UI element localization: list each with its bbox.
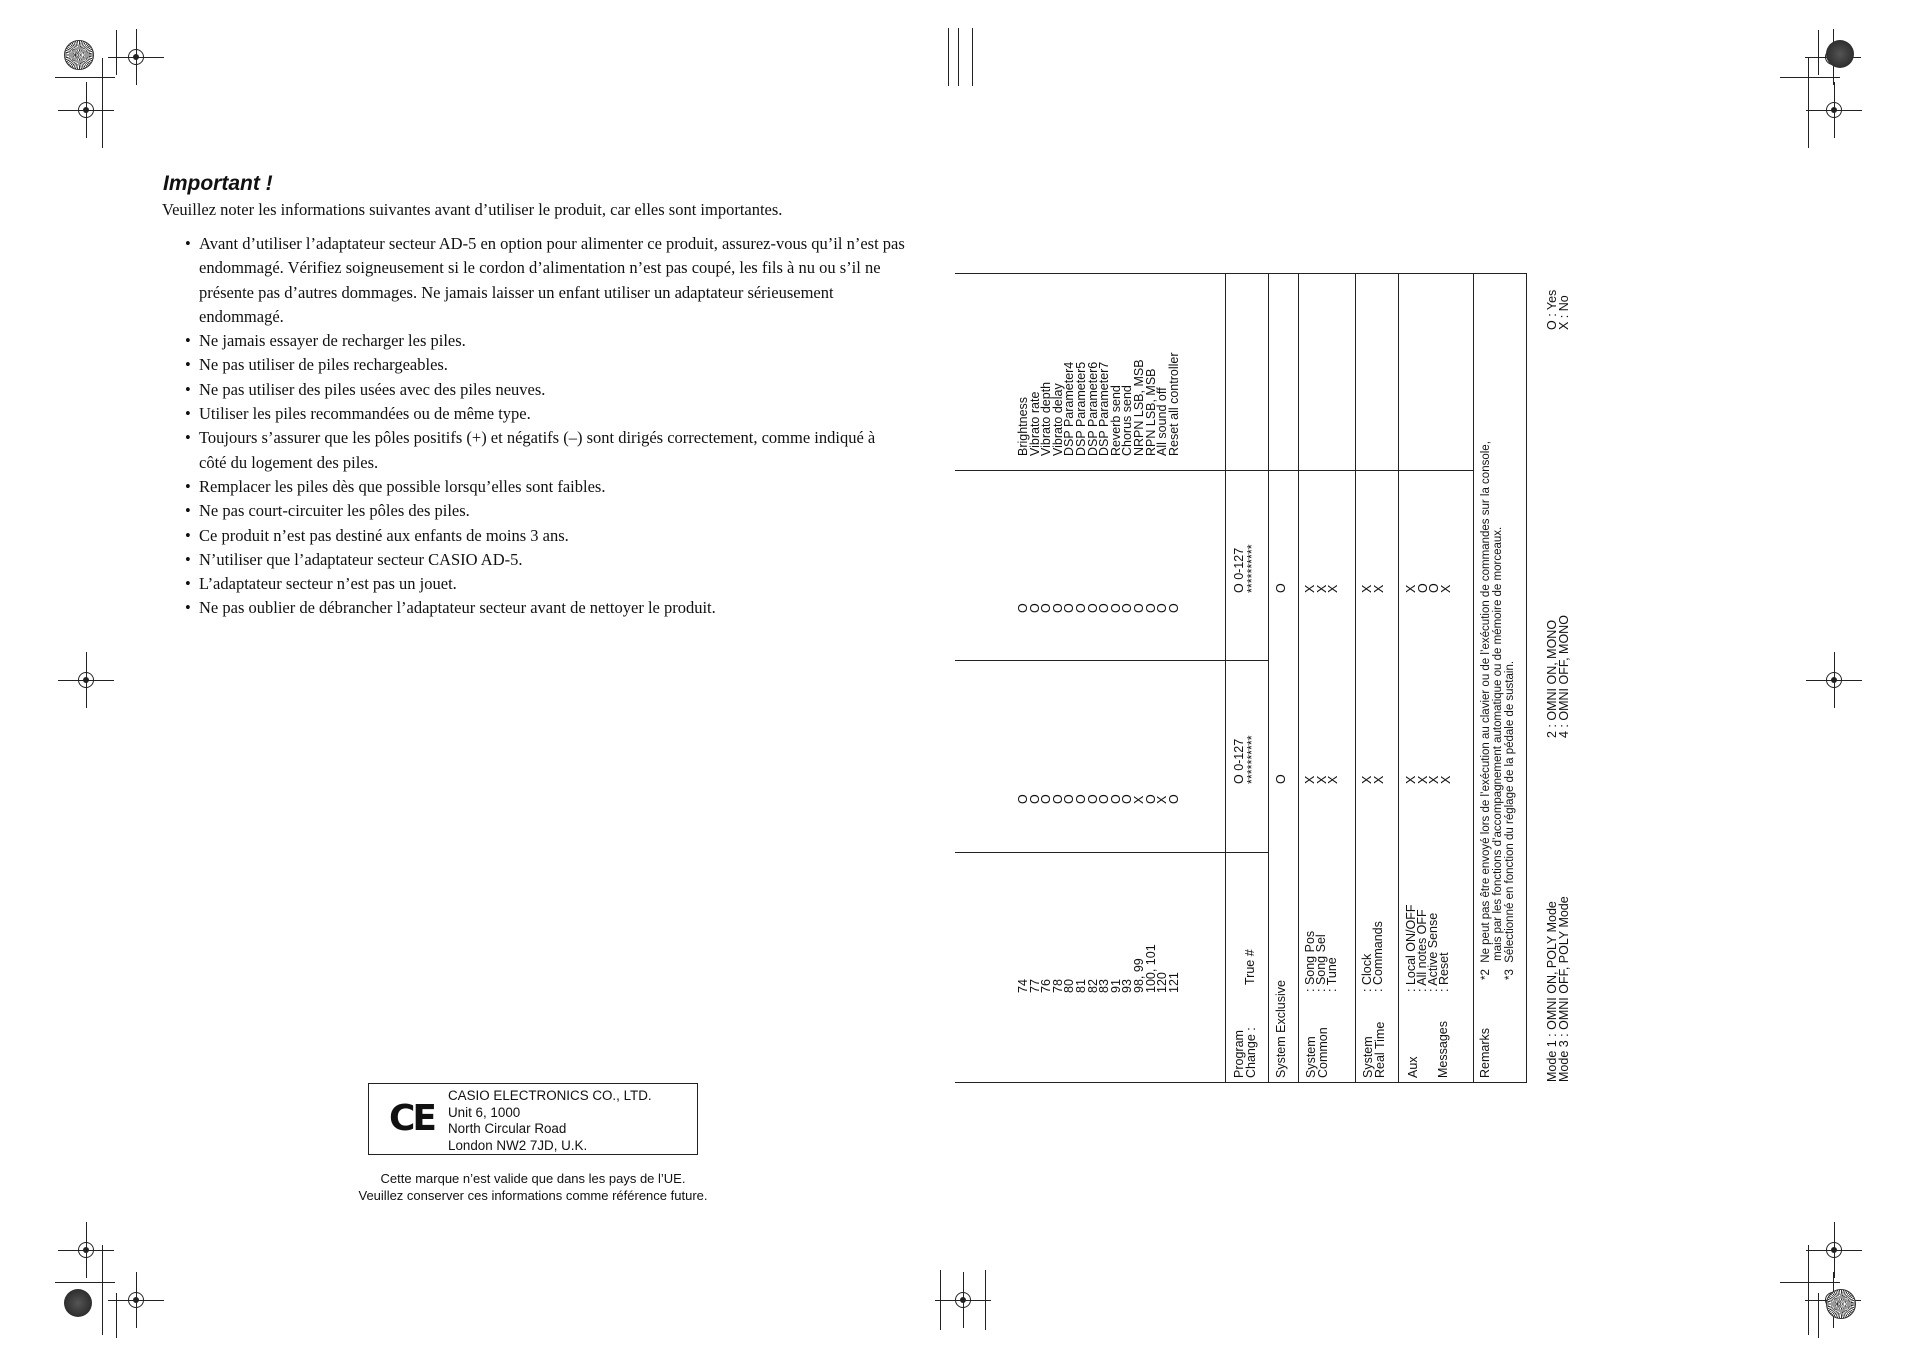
chart-column-rule — [1226, 660, 1268, 661]
remarks-footnotes: *2 Ne peut pas être envoyé lors de l’exécution au clavier ou de l’exécution de commandes sur la console, mais par les fonctions d’accompagnement automatique ou de mémoire de morceaux. *3 Sélectionné en fonction du réglage de la pédale de sustain. — [1480, 441, 1516, 980]
chart-column-rule — [1226, 852, 1268, 853]
program-change-label: Program Change : — [1232, 1027, 1258, 1078]
ce-validity-note — [308, 1170, 758, 1204]
registration-dot — [133, 54, 139, 60]
bullet-dot: • — [185, 476, 191, 496]
bullet-text: Utiliser les piles recommandées ou de même type. — [199, 404, 531, 424]
chart-column-rule — [955, 660, 1225, 661]
remarks-row-label: Remarks — [1478, 1027, 1492, 1078]
bullet-text: Ne pas oublier de débrancher l’adaptateur secteur avant de nettoyer le produit. — [199, 598, 716, 618]
aux-messages-label: Aux Messages — [1406, 1021, 1450, 1078]
manufacturer-address — [448, 1088, 652, 1154]
system-realtime-transmitted: X X — [1360, 775, 1386, 784]
safety-bullet-item — [185, 524, 905, 548]
safety-bullet-item — [185, 499, 905, 523]
bullet-dot: • — [185, 331, 191, 351]
safety-bullet-item — [185, 232, 905, 329]
chart-rule — [1225, 273, 1226, 1083]
system-exclusive-label: System Exclusive — [1274, 980, 1288, 1078]
color-bar-disc — [64, 40, 94, 70]
trim-line — [1818, 1293, 1819, 1338]
safety-bullet-item — [185, 596, 905, 620]
controller-number-list: 74 77 76 78 80 81 82 83 91 93 98, 99 100, 101 120 121 — [1016, 944, 1181, 993]
trim-line — [1780, 1282, 1840, 1283]
controller-remarks: Brightness Vibrato rate Vibrato depth Vibrato delay DSP Parameter4 DSP Parameter5 DSP Parameter6 DSP Parameter7 Reverb send Chorus send NRPN LSB, MSB RPN LSB, MSB All sound off Reset all controller — [1016, 352, 1181, 456]
ce-note-line: Cette marque n’est valide que dans les pays de l’UE. — [380, 1171, 686, 1186]
trim-line — [972, 28, 973, 86]
safety-bullet-item — [185, 402, 905, 426]
chart-rule — [1268, 273, 1269, 1083]
chart-rule — [1298, 273, 1299, 1083]
recognized-values: O O O O O O O O O O O O O O — [1016, 603, 1181, 613]
bullet-dot: • — [185, 234, 191, 253]
chart-column-rule — [955, 470, 1225, 471]
color-bar-disc — [64, 1289, 92, 1317]
color-bar-disc — [1826, 1289, 1856, 1319]
trim-line — [102, 1245, 103, 1335]
registration-dot — [83, 107, 89, 113]
chart-column-rule — [955, 852, 1225, 853]
registration-dot — [1831, 1247, 1837, 1253]
trim-line — [116, 30, 117, 75]
bullet-text: Toujours s’assurer que les pôles positifs (+) et négatifs (–) sont dirigés correctement, comme indiqué à côté du logement des piles. — [199, 428, 876, 472]
safety-bullet-item — [185, 378, 905, 402]
address-line: London NW2 7JD, U.K. — [448, 1137, 588, 1153]
address-line: CASIO ELECTRONICS CO., LTD. — [448, 1088, 652, 1103]
system-realtime-items: : Clock : Commands — [1360, 921, 1385, 992]
bullet-text: Ne jamais essayer de recharger les piles. — [199, 331, 466, 351]
safety-bullet-item — [185, 353, 905, 377]
system-common-transmitted: X X X — [1303, 775, 1341, 784]
trim-line — [1808, 58, 1809, 148]
safety-bullet-item — [185, 329, 905, 353]
yes-no-legend: O : Yes X : No — [1545, 289, 1571, 330]
aux-recognized: X O O X — [1404, 583, 1453, 593]
safety-bullet-list — [185, 232, 905, 621]
address-line: Unit 6, 1000 — [448, 1104, 521, 1120]
registration-dot — [133, 1297, 139, 1303]
bullet-dot: • — [185, 404, 191, 424]
transmitted-values: O O O O O O O O O O X O X O — [1016, 794, 1181, 804]
bullet-dot: • — [185, 428, 191, 448]
mode-list-1-3: Mode 1 : OMNI ON, POLY Mode Mode 3 : OMNI OFF, POLY Mode — [1545, 896, 1571, 1082]
aux-transmitted: X X X X — [1404, 775, 1453, 784]
trim-line — [948, 28, 949, 86]
program-change-recognized: O 0-127 ********** — [1232, 544, 1259, 593]
bullet-dot: • — [185, 501, 191, 521]
trim-line — [958, 28, 959, 86]
system-common-label: System Common — [1304, 1027, 1330, 1078]
ce-mark-logo: CE — [389, 1098, 435, 1139]
system-common-items: : Song Pos : Song Sel : Tune — [1303, 930, 1339, 992]
program-change-transmitted: O 0-127 ********** — [1232, 735, 1259, 784]
safety-bullet-item — [185, 426, 905, 475]
registration-dot — [1831, 677, 1837, 683]
safety-bullet-item — [185, 572, 905, 596]
registration-dot — [83, 1247, 89, 1253]
address-line: North Circular Road — [448, 1121, 567, 1136]
chart-rule — [955, 1082, 1527, 1083]
registration-dot — [1831, 107, 1837, 113]
bullet-text: N’utiliser que l’adaptateur secteur CASIO AD-5. — [199, 549, 523, 569]
trim-line — [1818, 30, 1819, 75]
safety-bullet-item — [185, 548, 905, 572]
true-number-label: True # — [1243, 949, 1257, 985]
registration-dot — [83, 677, 89, 683]
chart-column-rule — [1226, 470, 1473, 471]
trim-line — [55, 1282, 115, 1283]
trim-line — [116, 1293, 117, 1338]
bullet-text: Ce produit n’est pas destiné aux enfants de moins 3 ans. — [199, 525, 569, 545]
system-exclusive-transmitted: O — [1274, 774, 1288, 784]
bullet-dot: • — [185, 598, 191, 618]
chart-rule — [955, 273, 1527, 274]
system-exclusive-recognized: O — [1274, 583, 1288, 593]
trim-line — [102, 58, 103, 148]
aux-message-items: : Local ON/OFF : All notes OFF : Active Sense : Reset — [1404, 904, 1451, 992]
mode-list-2-4: 2 : OMNI ON, MONO 4 : OMNI OFF, MONO — [1545, 615, 1571, 738]
bullet-text: Ne pas utiliser des piles usées avec des piles neuves. — [199, 379, 546, 399]
chart-rule — [1473, 273, 1474, 1083]
bullet-dot: • — [185, 355, 191, 375]
bullet-text: Ne pas court-circuiter les pôles des piles. — [199, 501, 470, 521]
chart-rule — [1526, 273, 1527, 1083]
system-common-recognized: X X X — [1303, 584, 1341, 593]
color-bar-disc — [1826, 40, 1854, 68]
trim-line — [985, 1270, 986, 1330]
important-intro: Veuillez noter les informations suivantes avant d’utiliser le produit, car elles sont importantes. — [162, 200, 783, 219]
system-realtime-label: System Real Time — [1361, 1021, 1387, 1078]
trim-line — [1808, 1245, 1809, 1335]
trim-line — [940, 1270, 941, 1330]
bullet-text: Ne pas utiliser de piles rechargeables. — [199, 355, 448, 375]
ce-address-box — [368, 1083, 698, 1155]
system-realtime-recognized: X X — [1360, 584, 1386, 593]
bullet-text: Avant d’utiliser l’adaptateur secteur AD-5 en option pour alimenter ce produit, assurez-vous qu’il n’est pas endommagé. Vérifiez soigneusement si le cordon d’alimentation n’est pas coupé, les fils à nu ou s’il ne présente pas d’autres dommages. Ne jamais laisser un enfant utiliser un adaptateur sérieusement endommagé. — [199, 234, 905, 326]
safety-bullet-item — [185, 475, 905, 499]
bullet-dot: • — [185, 379, 191, 399]
trim-line — [1780, 77, 1840, 78]
registration-dot — [960, 1297, 966, 1303]
trim-line — [55, 77, 115, 78]
bullet-dot: • — [185, 525, 191, 545]
bullet-text: Remplacer les piles dès que possible lorsqu’elles sont faibles. — [199, 476, 606, 496]
bullet-dot: • — [185, 549, 191, 569]
bullet-text: L’adaptateur secteur n’est pas un jouet. — [199, 574, 457, 594]
important-heading: Important ! — [163, 172, 273, 195]
chart-rule — [1355, 273, 1356, 1083]
bullet-dot: • — [185, 574, 191, 594]
chart-rule — [1398, 273, 1399, 1083]
ce-note-line: Veuillez conserver ces informations comme référence future. — [358, 1188, 708, 1203]
